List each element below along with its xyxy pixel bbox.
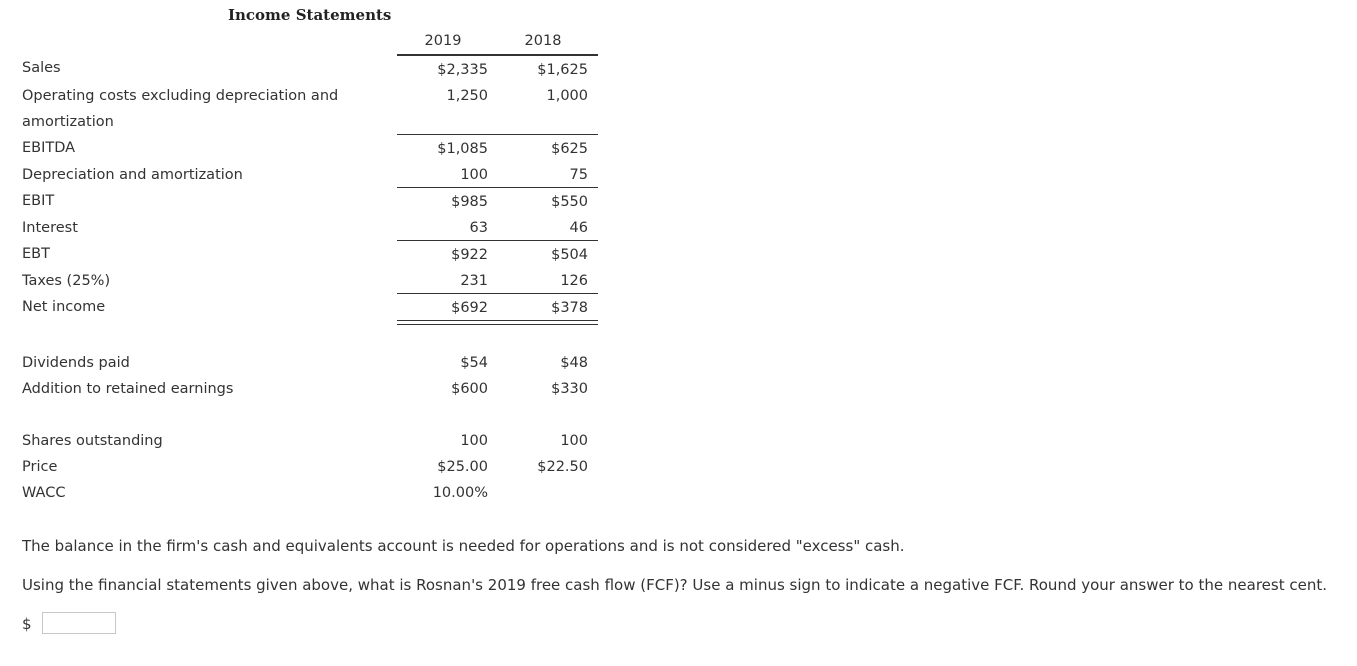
value-2018-ebt: $504 [551, 247, 588, 263]
row-label-ebitda: EBITDA [22, 140, 76, 156]
subtotal-rule [397, 240, 598, 241]
value-2019-net-income: $692 [451, 300, 488, 316]
value-2018-dividends: $48 [560, 355, 588, 371]
value-2019-price: $25.00 [437, 459, 488, 475]
row-label-net-income: Net income [22, 299, 106, 315]
value-2019-retained-earnings: $600 [451, 381, 488, 397]
value-2018-ebitda: $625 [551, 141, 588, 157]
value-2019-ebitda: $1,085 [437, 141, 488, 157]
value-2018-depreciation: 75 [569, 167, 588, 183]
value-2018-taxes: 126 [560, 273, 588, 289]
year-header-2019: 2019 [424, 33, 462, 49]
value-2019-ebit: $985 [451, 194, 488, 210]
row-label-sales: Sales [22, 60, 61, 76]
value-2019-sales: $2,335 [437, 62, 488, 78]
value-2019-dividends: $54 [460, 355, 488, 371]
row-label-taxes: Taxes (25%) [22, 273, 111, 289]
value-2019-ebt: $922 [451, 247, 488, 263]
year-header-2018: 2018 [524, 33, 562, 49]
row-label-retained-earnings: Addition to retained earnings [22, 381, 234, 397]
row-label-ebt: EBT [22, 246, 50, 262]
value-2018-ebit: $550 [551, 194, 588, 210]
question-text: Using the financial statements given above, what is Rosnan's 2019 free cash flow (FCF)? Use a minus sign to indicate a negative FCF. Round your answer to the nearest cent. [22, 576, 1327, 594]
row-label-depreciation: Depreciation and amortization [22, 167, 243, 183]
row-label-interest: Interest [22, 220, 78, 236]
value-2019-wacc: 10.00% [432, 485, 488, 501]
subtotal-rule [397, 187, 598, 188]
header-rule [397, 54, 598, 56]
double-rule-top [397, 320, 598, 321]
row-label-operating-costs-cont: amortization [22, 114, 114, 130]
statement-title: Income Statements [228, 6, 392, 24]
currency-symbol: $ [22, 615, 32, 633]
value-2018-interest: 46 [569, 220, 588, 236]
row-label-ebit: EBIT [22, 193, 55, 209]
value-2018-price: $22.50 [537, 459, 588, 475]
fcf-answer-input[interactable] [42, 612, 116, 634]
row-label-wacc: WACC [22, 485, 66, 501]
row-label-operating-costs: Operating costs excluding depreciation and [22, 88, 339, 104]
value-2018-shares: 100 [560, 433, 588, 449]
row-label-shares: Shares outstanding [22, 433, 163, 449]
value-2018-retained-earnings: $330 [551, 381, 588, 397]
value-2019-operating-costs: 1,250 [446, 88, 488, 104]
subtotal-rule [397, 293, 598, 294]
note-text: The balance in the firm's cash and equivalents account is needed for operations and is not considered "excess" cash. [22, 537, 905, 555]
value-2019-depreciation: 100 [460, 167, 488, 183]
value-2019-interest: 63 [469, 220, 488, 236]
row-label-dividends: Dividends paid [22, 355, 130, 371]
value-2019-taxes: 231 [460, 273, 488, 289]
double-rule-bottom [397, 324, 598, 325]
value-2018-operating-costs: 1,000 [546, 88, 588, 104]
subtotal-rule [397, 134, 598, 135]
value-2018-net-income: $378 [551, 300, 588, 316]
row-label-price: Price [22, 459, 58, 475]
value-2019-shares: 100 [460, 433, 488, 449]
value-2018-sales: $1,625 [537, 62, 588, 78]
